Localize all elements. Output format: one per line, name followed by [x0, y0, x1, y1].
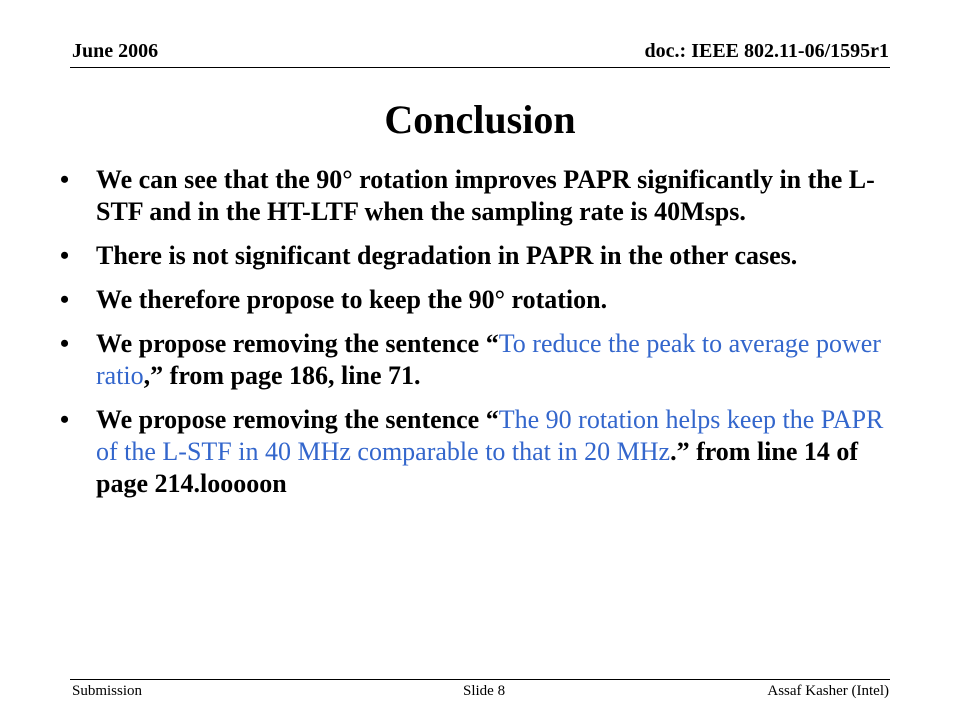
footer-slide-number: Slide 8: [463, 683, 506, 699]
bullet-item-3: [60, 284, 900, 316]
header-date: June 2006: [72, 40, 159, 62]
bullet-dot-icon: •: [60, 165, 70, 194]
footer-submission: Submission: [72, 683, 143, 699]
slide-title: Conclusion: [384, 97, 576, 142]
bullet-text: We can see that the 90° rotation improves PAPR significantly in the L-STF and in the HT-LTF when the sampling rate is 40Msps.: [96, 165, 875, 226]
bullet-text: There is not significant degradation in PAPR in the other cases.: [96, 241, 798, 270]
header-divider: [70, 67, 890, 68]
header-doc-id: doc.: IEEE 802.11-06/1595r1: [644, 40, 889, 62]
bullet-text-lead: We propose removing the sentence “: [96, 329, 499, 358]
bullet-item-1: [60, 164, 900, 228]
bullet-dot-icon: •: [60, 405, 70, 434]
quoted-sentence: The 90 rotation helps keep the PAPR of the L-STF in 40 MHz comparable to that in 20 MHz: [96, 405, 884, 466]
footer-divider: [70, 679, 890, 680]
bullet-item-2: [60, 240, 900, 272]
quoted-sentence: To reduce the peak to average power ratio: [96, 329, 881, 390]
bullet-text: We therefore propose to keep the 90° rotation.: [96, 285, 608, 314]
bullet-dot-icon: •: [60, 241, 70, 270]
bullet-text-tail: .” from line 14 of page 214.looooon: [96, 437, 859, 498]
bullet-dot-icon: •: [60, 329, 70, 358]
bullet-list: [60, 164, 900, 512]
bullet-dot-icon: •: [60, 285, 70, 314]
bullet-text-tail: ,” from page 186, line 71.: [143, 361, 421, 390]
bullet-item-5: [60, 404, 900, 500]
bullet-item-4: [60, 328, 900, 392]
bullet-text-lead: We propose removing the sentence “: [96, 405, 499, 434]
footer-author: Assaf Kasher (Intel): [767, 683, 889, 699]
